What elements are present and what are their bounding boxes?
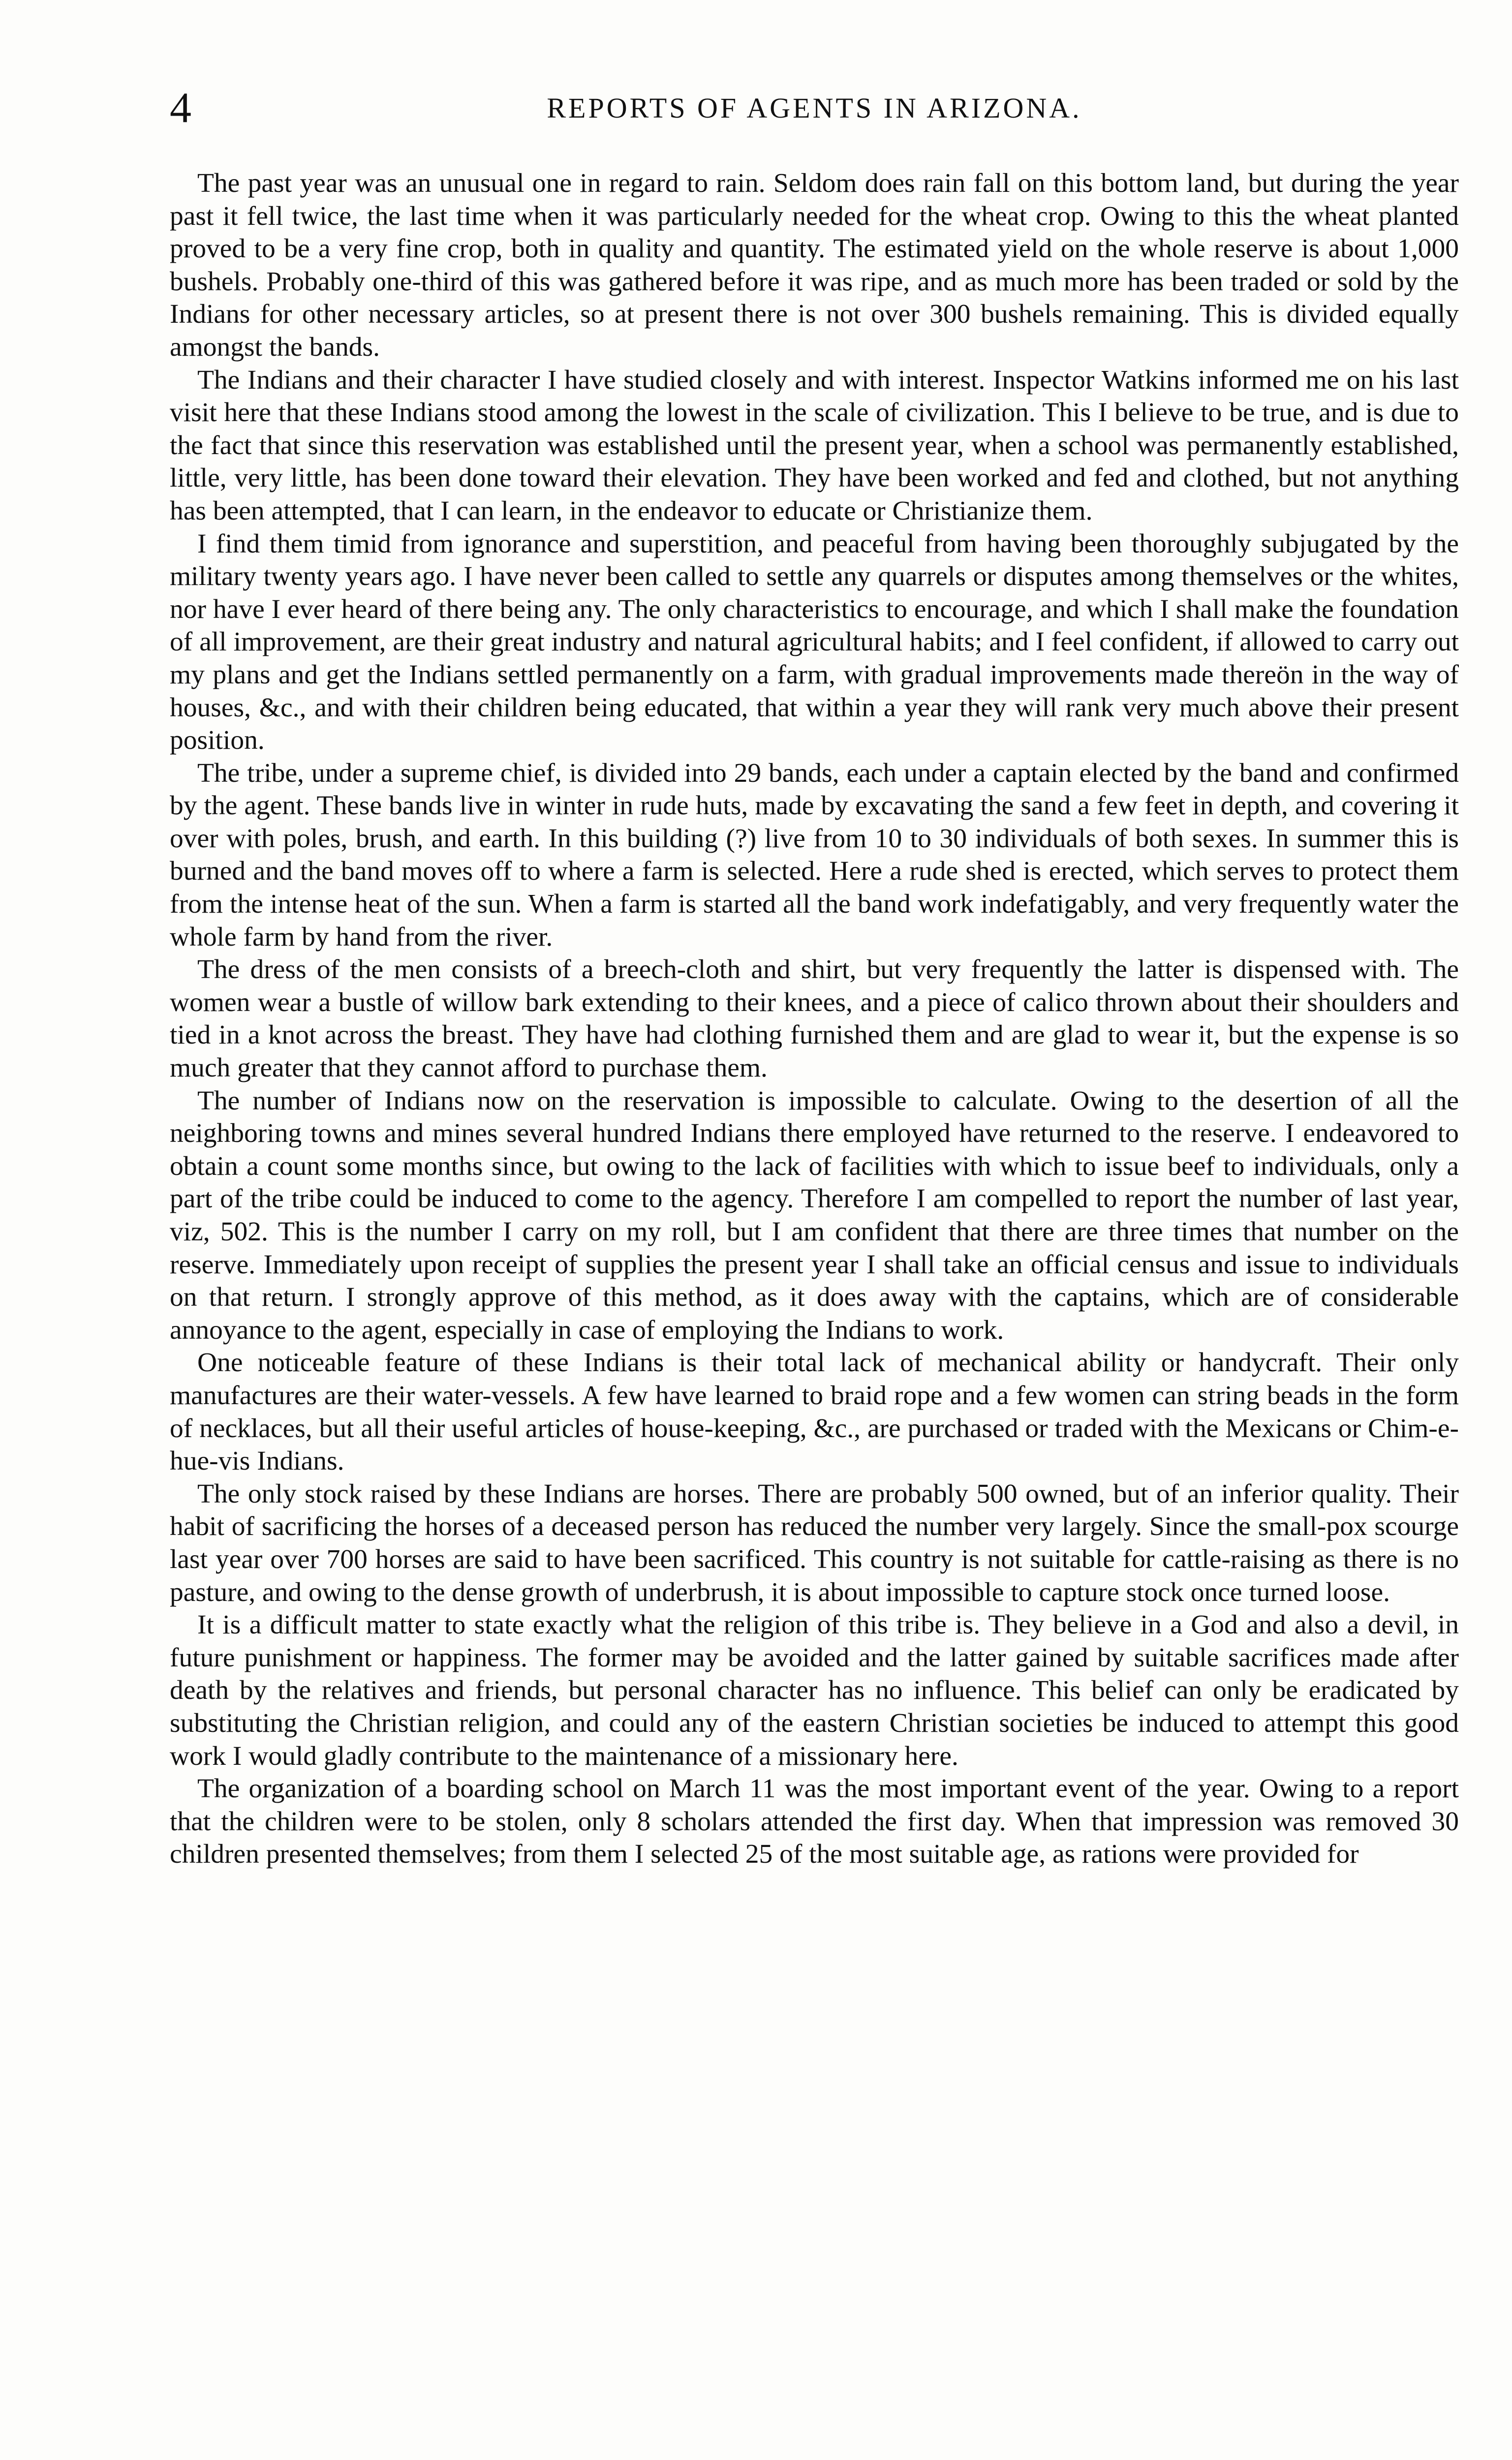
paragraph-population: The number of Indians now on the reservation is impossible to calculate. Owing to the desertion of all the neighboring towns and mines several hundred Indians there employed have returned to the reserve. I endeavored to obtain a count some months since, but owing to the lack of facilities with which to issue beef to individuals, only a part of the tribe could be induced to come to the agency. Therefore I am compelled to report the number of last year, viz, 502. This is the number I carry on my roll, but I am confident that there are three times that number on the reserve. Immediately upon receipt of supplies the present year I shall take an official census and issue to individuals on that return. I strongly approve of this method, as it does away with the captains, which are of considerable annoyance to the agent, especially in case of employing the Indians to work. <box>170 1085 1459 1345</box>
paragraph-stock: The only stock raised by these Indians are horses. There are probably 500 owned, but of an inferior quality. Their habit of sacrificing the horses of a deceased person has reduced the number very largely. Since the small-pox scourge last year over 700 horses are said to have been sacrificed. This country is not suitable for cattle-raising as there is no pasture, and owing to the dense growth of underbrush, it is about impossible to capture stock once turned loose. <box>170 1478 1459 1607</box>
paragraph-temperament: I find them timid from ignorance and superstition, and peaceful from having been thoroughly subjugated by the military twenty years ago. I have never been called to settle any quarrels or disputes among themselves or the whites, nor have I ever heard of there being any. The only characteristics to encourage, and which I shall make the foundation of all improvement, are their great industry and natural agricultural habits; and I feel confident, if allowed to carry out my plans and get the Indians settled permanently on a farm, with gradual improvements made thereön in the way of houses, &c., and with their children being educated, that within a year they will rank very much above their present position. <box>170 528 1459 756</box>
paragraph-religion: It is a difficult matter to state exactly what the religion of this tribe is. They believe in a God and also a devil, in future punishment or happiness. The former may be avoided and the latter gained by suitable sacrifices made after death by the relatives and friends, but personal character has no influence. This belief can only be eradicated by substituting the Christian religion, and could any of the eastern Christian societies be induced to attempt this good work I would gladly contribute to the maintenance of a missionary here. <box>170 1610 1459 1771</box>
page-header <box>170 84 1459 138</box>
paragraph-tribe-bands: The tribe, under a supreme chief, is divided into 29 bands, each under a captain elected by the band and confirmed by the agent. These bands live in winter in rude huts, made by excavating the sand a few feet in depth, and covering it over with poles, brush, and earth. In this building (?) live from 10 to 30 individuals of both sexes. In summer this is burned and the band moves off to where a farm is selected. Here a rude shed is erected, which serves to protect them from the intense heat of the sun. When a farm is started all the band work indefatigably, and very frequently water the whole farm by hand from the river. <box>170 758 1459 952</box>
paragraph-rainfall: The past year was an unusual one in regard to rain. Seldom does rain fall on this bottom land, but during the year past it fell twice, the last time when it was particularly needed for the wheat crop. Owing to this the wheat planted proved to be a very fine crop, both in quality and quantity. The estimated yield on the whole reserve is about 1,000 bushels. Probably one-third of this was gathered before it was ripe, and as much more has been traded or sold by the Indians for other necessary articles, so at present there is not over 300 bushels remaining. This is divided equally amongst the bands. <box>170 168 1459 362</box>
paragraph-school: The organization of a boarding school on March 11 was the most important event of the year. Owing to a report that the children were to be stolen, only 8 scholars attended the first day. When that impression was removed 30 children presented themselves; from them I selected 25 of the most suitable age, as rations were provided for <box>170 1774 1459 1870</box>
paragraph-character: The Indians and their character I have studied closely and with interest. Inspector Watkins informed me on his last visit here that these Indians stood among the lowest in the scale of civilization. This I believe to be true, and is due to the fact that since this reservation was established until the present year, when a school was permanently established, little, very little, has been done toward their elevation. They have been worked and fed and clothed, but not anything has been attempted, that I can learn, in the endeavor to educate or Christianize them. <box>170 365 1459 526</box>
report-body <box>170 167 1459 2362</box>
paragraph-dress: The dress of the men consists of a breech-cloth and shirt, but very frequently the latter is dispensed with. The women wear a bustle of willow bark extending to their knees, and a piece of calico thrown about their shoulders and tied in a knot across the breast. They have had clothing furnished them and are glad to wear it, but the expense is so much greater that they cannot afford to purchase them. <box>170 954 1459 1083</box>
running-title: REPORTS OF AGENTS IN ARIZONA. <box>547 92 1082 124</box>
paragraph-handycraft: One noticeable feature of these Indians is their total lack of mechanical ability or handycraft. Their only manufactures are their water-vessels. A few have learned to braid rope and a few women can string beads in the form of necklaces, but all their useful articles of house-keeping, &c., are purchased or traded with the Mexicans or Chim-e-hue-vis Indians. <box>170 1348 1459 1476</box>
page-number: 4 <box>170 84 191 132</box>
